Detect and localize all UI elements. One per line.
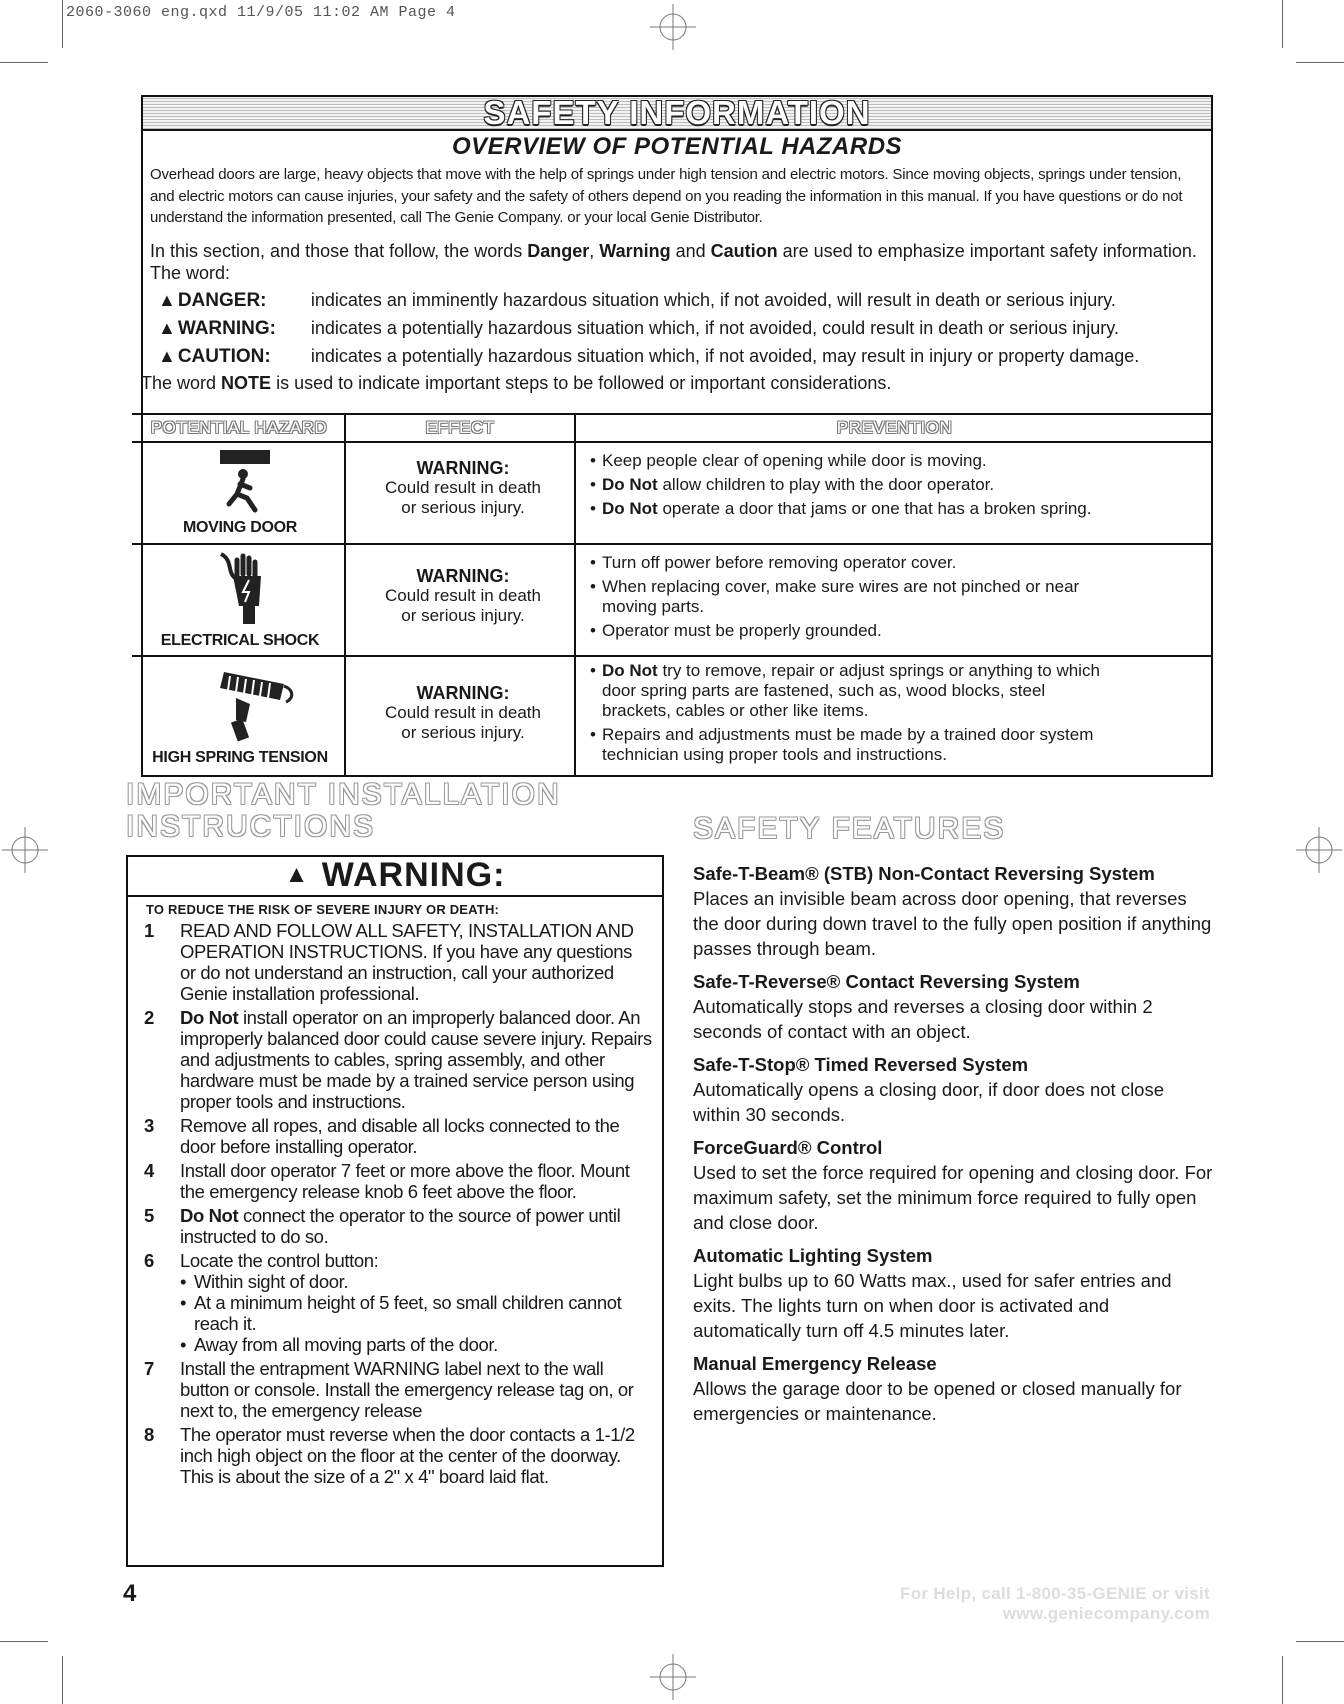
prevention-cell xyxy=(590,553,1200,645)
warning-triangle-icon: ▲ xyxy=(158,346,176,366)
feature-title: Safe-T-Stop® Timed Reversed System xyxy=(693,1054,1029,1075)
table-rule xyxy=(132,413,1213,415)
feature-title: Manual Emergency Release xyxy=(693,1353,937,1374)
warning-triangle-icon: ▲ xyxy=(284,861,310,888)
print-slug: 2060-3060 eng.qxd 11/9/05 11:02 AM Page 4 xyxy=(66,4,456,21)
table-rule xyxy=(132,543,1213,545)
crop-mark xyxy=(1282,0,1283,48)
prevention-item: • Keep people clear of opening while door is moving. xyxy=(590,451,1200,471)
sub-bullet: • At a minimum height of 5 feet, so small children cannot reach it. xyxy=(180,1292,652,1334)
list-item: 5 Do Not connect the operator to the source of power until instructed to do so. xyxy=(144,1205,621,1247)
prevention-cell xyxy=(590,661,1200,769)
crop-mark xyxy=(1282,1656,1283,1704)
table-rule xyxy=(132,655,1213,657)
feature-description: Used to set the force required for opening and closing door. For maximum safety, set the minimum force required to fully open and close door. xyxy=(693,1162,1213,1233)
crop-mark xyxy=(62,1656,63,1704)
prevention-item: • Repairs and adjustments must be made by a trained door system technician using proper tools and instructions. xyxy=(590,725,1112,765)
registration-mark xyxy=(650,1654,696,1700)
feature-title: Safe-T-Reverse® Contact Reversing System xyxy=(693,971,1080,992)
hazard-label: MOVING DOOR xyxy=(182,519,298,536)
list-item: 6 Locate the control button: • Within sight of door. • At a minimum height of 5 feet, so small children cannot reach it. • Away from all moving parts of the door. xyxy=(140,1250,652,1355)
col-header-prevention: PREVENTION xyxy=(836,418,953,437)
sub-bullet: • Away from all moving parts of the door. xyxy=(180,1334,652,1355)
electrical-shock-icon xyxy=(213,550,277,628)
warning-subtitle: TO REDUCE THE RISK OF SEVERE INJURY OR DEATH: xyxy=(146,902,500,917)
overview-intro: Overhead doors are large, heavy objects that move with the help of springs under high tension and electric motors. Since moving objects, springs under tension, and electric motors can cause injuries, your safety and the safety of others depend on you reading the information in this manual. If you have questions or do not understand the information presented, call The Genie Company. or your local Genie Distributor. xyxy=(150,166,1183,226)
list-item: 1 READ AND FOLLOW ALL SAFETY, INSTALLATION AND OPERATION INSTRUCTIONS. If you have any questions or do not understand an instruction, call your authorized Genie installation professional. xyxy=(144,920,634,1004)
signal-danger: ▲ DANGER: indicates an imminently hazardous situation which, if not avoided, will result in death or serious injury. xyxy=(158,290,1116,311)
col-header-hazard: POTENTIAL HAZARD xyxy=(150,418,328,437)
crop-mark xyxy=(0,1641,48,1642)
list-item: 4 Install door operator 7 feet or more above the floor. Mount the emergency release knob 6 feet above the floor. xyxy=(144,1160,630,1202)
overview-heading: OVERVIEW OF POTENTIAL HAZARDS xyxy=(451,133,903,160)
prevention-item: • Do Not allow children to play with the door operator. xyxy=(590,475,1200,495)
table-rule xyxy=(132,441,1213,443)
hazard-label: ELECTRICAL SHOCK xyxy=(160,632,320,649)
prevention-item: • Do Not operate a door that jams or one that has a broken spring. xyxy=(590,499,1200,519)
crop-mark xyxy=(62,0,63,48)
crop-mark xyxy=(1296,62,1344,63)
safety-features-list xyxy=(693,862,1213,1435)
help-footer: For Help, call 1-800-35-GENIE or visit www.geniecompany.com xyxy=(900,1584,1210,1623)
feature-description: Places an invisible beam across door opening, that reverses the door during down travel to the fully open position if anything passes through beam. xyxy=(693,888,1212,959)
list-item: 8 The operator must reverse when the door contacts a 1-1/2 inch high object on the floor at the center of the doorway. This is about the size of a 2" x 4" board laid flat. xyxy=(144,1424,635,1487)
spring-tension-icon xyxy=(206,662,296,744)
feature-title: ForceGuard® Control xyxy=(693,1137,883,1158)
prevention-item: • Do Not try to remove, repair or adjust springs or anything to which door spring parts are fastened, such as, wood blocks, steel brackets, cables or other like items. xyxy=(590,661,1112,721)
signal-words-paragraph: In this section, and those that follow, the words Danger, Warning and Caution are used to emphasize important safety information. The word: xyxy=(150,241,1197,283)
list-item: 2 Do Not install operator on an improperly balanced door. An improperly balanced door could cause severe injury. Repairs and adjustments to cables, spring assembly, and other hardware must be made by a trained service person using proper tools and instructions. xyxy=(144,1007,652,1112)
effect-cell: WARNING: Could result in death or serious injury. xyxy=(385,566,541,625)
installation-heading: IMPORTANT INSTALLATION INSTRUCTIONS xyxy=(126,778,561,843)
prevention-item: • When replacing cover, make sure wires are not pinched or near moving parts. xyxy=(590,577,1082,617)
signal-warning: ▲ WARNING: indicates a potentially hazardous situation which, if not avoided, could result in death or serious injury. xyxy=(158,318,1119,339)
list-item: 7 Install the entrapment WARNING label next to the wall button or console. Install the emergency release tag on, or next to, the emergency release xyxy=(144,1358,634,1421)
feature-description: Light bulbs up to 60 Watts max., used for safer entries and exits. The lights turn on when door is activated and automatically turn off 4.5 minutes later. xyxy=(693,1270,1172,1341)
crop-mark xyxy=(0,62,48,63)
page-number: 4 xyxy=(123,1580,137,1607)
feature-title: Safe-T-Beam® (STB) Non-Contact Reversing System xyxy=(693,863,1155,884)
prevention-item: • Turn off power before removing operator cover. xyxy=(590,553,1200,573)
effect-cell: WARNING: Could result in death or serious injury. xyxy=(385,683,541,742)
prevention-cell xyxy=(590,451,1200,523)
moving-door-icon xyxy=(215,448,275,518)
signal-caution: ▲ CAUTION: indicates a potentially hazardous situation which, if not avoided, may result in injury or property damage. xyxy=(158,346,1140,367)
hazard-label: HIGH SPRING TENSION xyxy=(152,749,328,766)
crop-mark xyxy=(1296,1641,1344,1642)
table-rule xyxy=(344,413,346,775)
feature-description: Automatically stops and reverses a closing door within 2 seconds of contact with an object. xyxy=(693,996,1153,1042)
registration-mark xyxy=(1296,827,1342,873)
warning-title: ▲ WARNING: xyxy=(284,856,506,894)
feature-description: Allows the garage door to be opened or closed manually for emergencies or maintenance. xyxy=(693,1378,1182,1424)
prevention-item: • Operator must be properly grounded. xyxy=(590,621,1200,641)
note-definition: The word NOTE is used to indicate important steps to be followed or important considerations. xyxy=(141,373,892,393)
warning-triangle-icon: ▲ xyxy=(158,318,176,338)
warning-triangle-icon: ▲ xyxy=(158,290,176,310)
feature-description: Automatically opens a closing door, if door does not close within 30 seconds. xyxy=(693,1079,1165,1125)
safety-features-heading: SAFETY FEATURES xyxy=(693,812,1006,845)
registration-mark xyxy=(2,827,48,873)
list-item: 3 Remove all ropes, and disable all locks connected to the door before installing operator. xyxy=(144,1115,620,1157)
installation-list xyxy=(140,920,652,1490)
effect-cell: WARNING: Could result in death or serious injury. xyxy=(385,458,541,517)
feature-title: Automatic Lighting System xyxy=(693,1245,933,1266)
safety-info-banner: SAFETY INFORMATION xyxy=(141,95,1213,131)
warning-title-rule xyxy=(126,895,664,897)
sub-bullet: • Within sight of door. xyxy=(180,1271,652,1292)
col-header-effect: EFFECT xyxy=(425,418,495,437)
registration-mark xyxy=(650,4,696,50)
